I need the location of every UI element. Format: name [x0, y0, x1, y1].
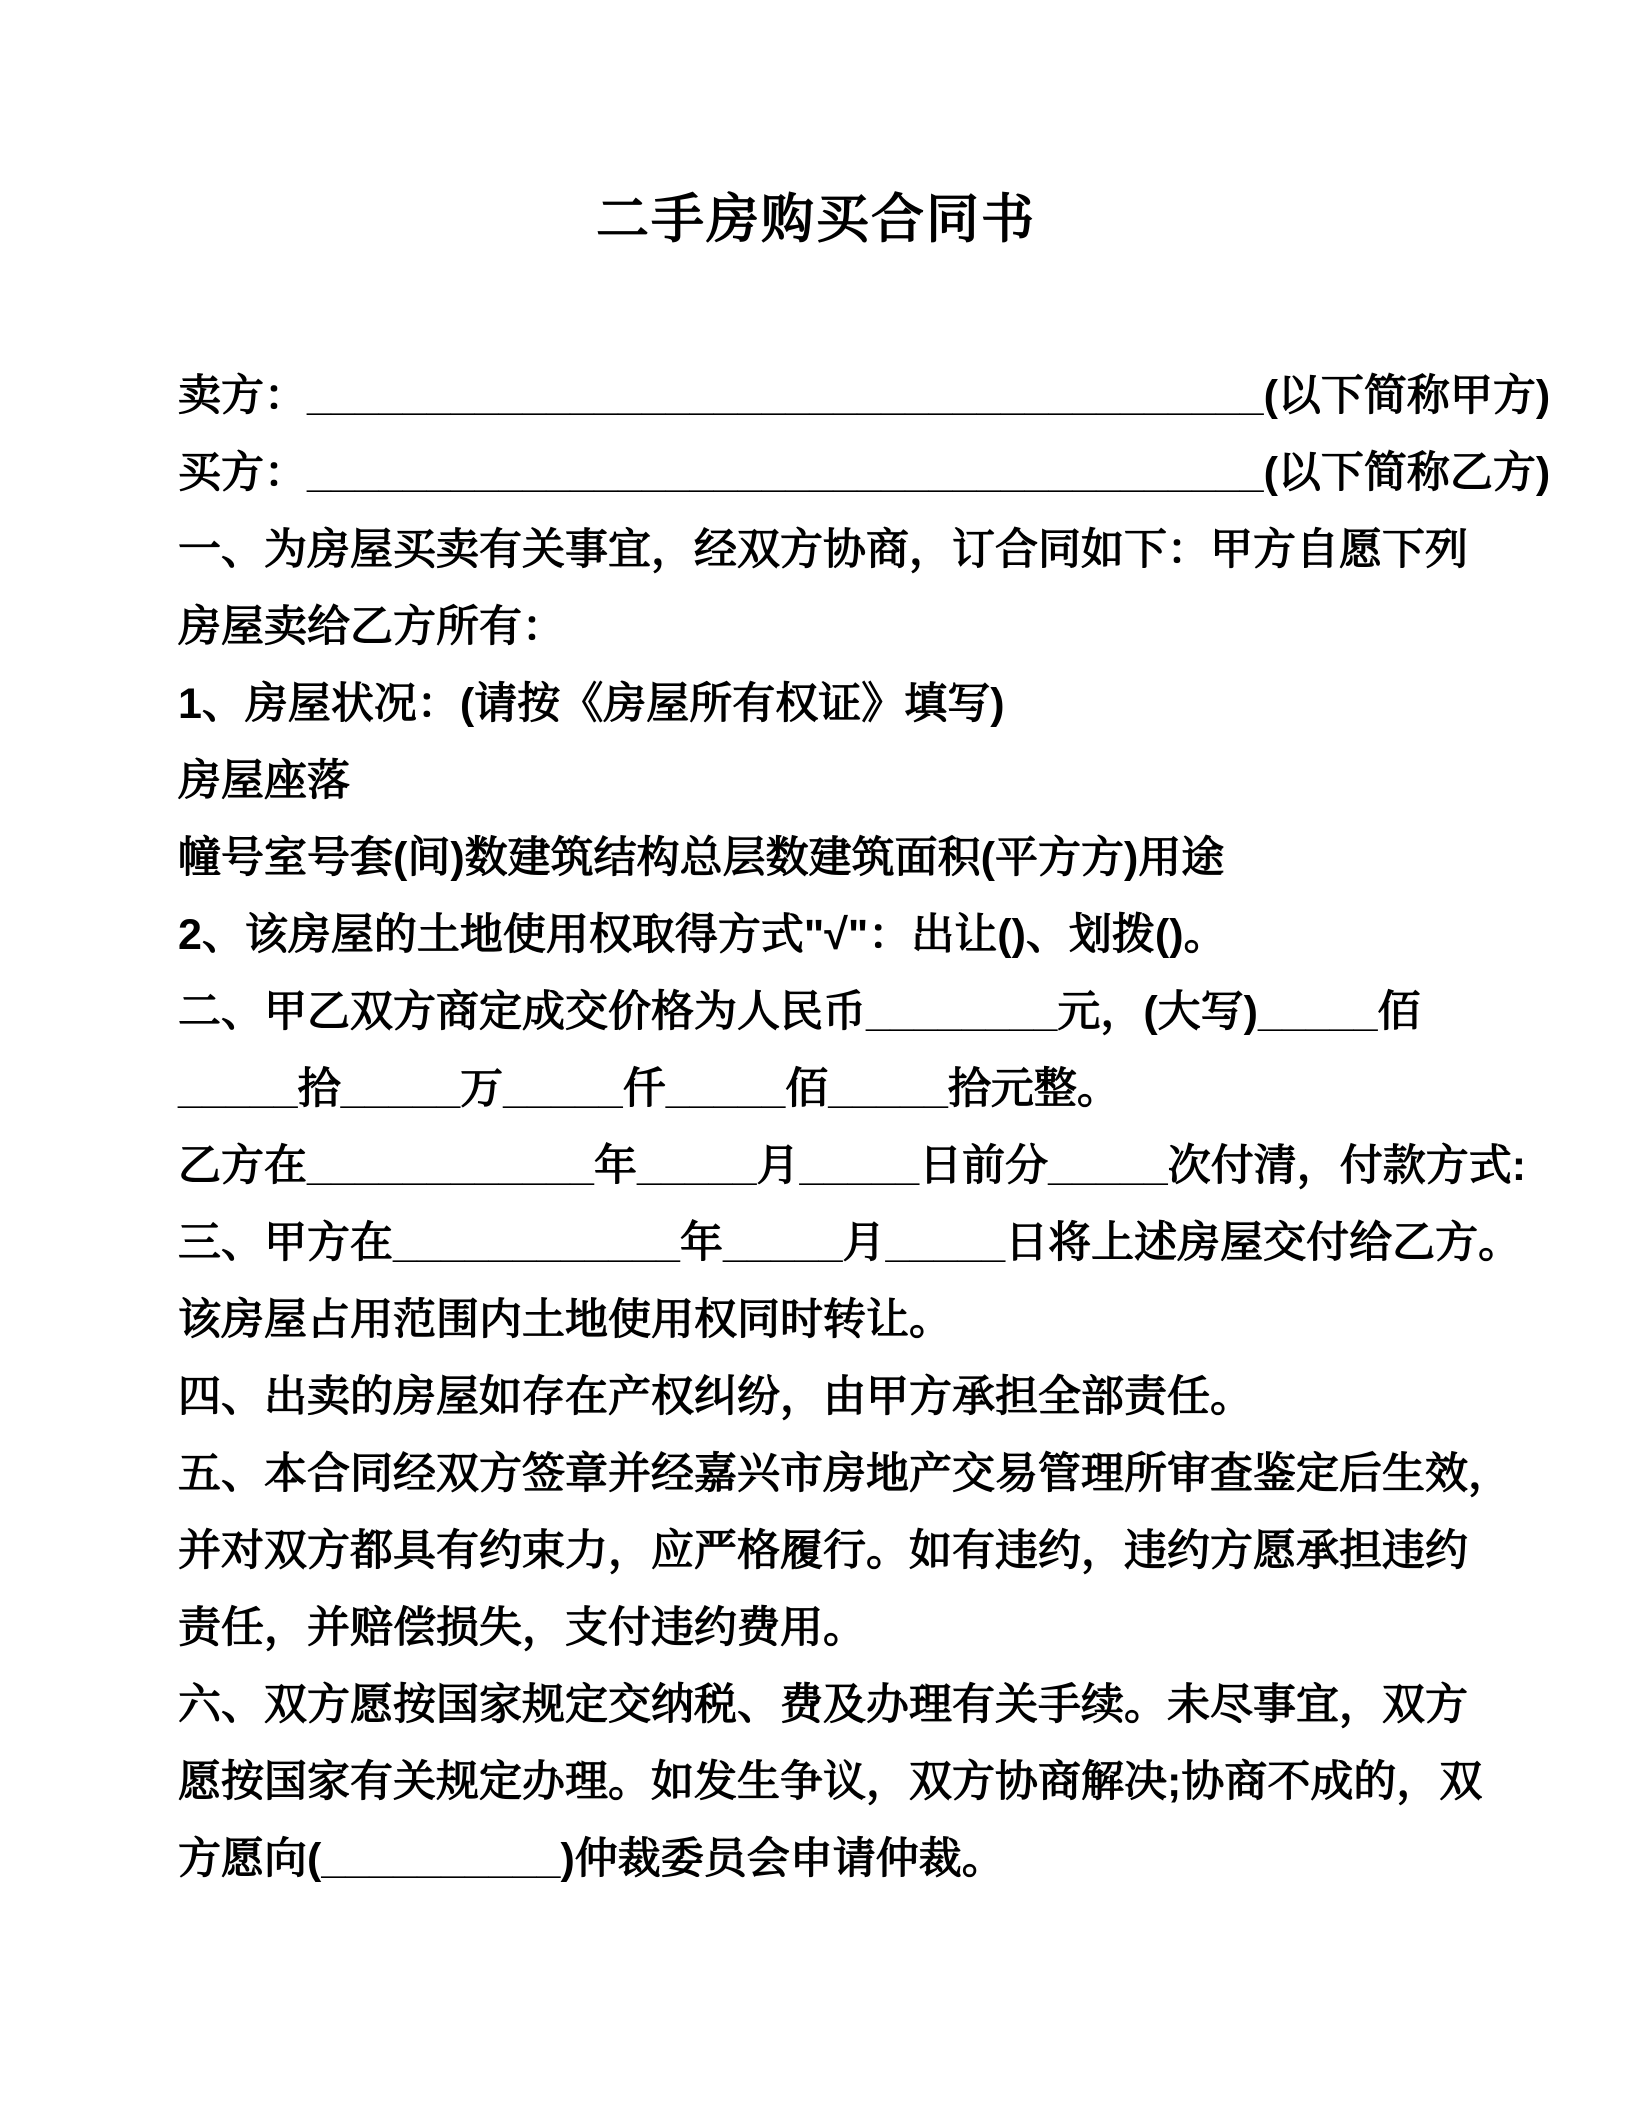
clause-2-line-2: _____拾_____万_____仟_____佰_____拾元整。 — [178, 1065, 1120, 1113]
clause-3-line-1: 三、甲方在____________年_____月_____日将上述房屋交付给乙方。 — [178, 1219, 1522, 1267]
house-location-line: 房屋座落 — [178, 757, 350, 805]
clause-6-line-3: 方愿向(__________)仲裁委员会申请仲裁。 — [178, 1835, 1005, 1883]
document-body — [178, 358, 1551, 1898]
clause-1-line-1: 一、为房屋买卖有关事宜，经双方协商，订合同如下：甲方自愿下列 — [178, 526, 1468, 574]
clause-6-line-1: 六、双方愿按国家规定交纳税、费及办理有关手续。未尽事宜，双方 — [178, 1681, 1468, 1729]
clause-6-line-2: 愿按国家有关规定办理。如发生争议，双方协商解决;协商不成的，双 — [178, 1758, 1483, 1806]
clause-1-line-2: 房屋卖给乙方所有： — [178, 603, 565, 651]
item-2-land-use-line: 2、该房屋的土地使用权取得方式"√"：出让()、划拨()。 — [178, 911, 1227, 959]
buyer-line: 买方：________________________________________(以下简称乙方) — [178, 449, 1551, 497]
clause-5-line-1: 五、本合同经双方签章并经嘉兴市房地产交易管理所审查鉴定后生效， — [178, 1450, 1511, 1498]
clause-5-line-2: 并对双方都具有约束力，应严格履行。如有违约，违约方愿承担违约 — [178, 1527, 1468, 1575]
seller-line: 卖方：________________________________________(以下简称甲方) — [178, 372, 1551, 420]
clause-3-line-2: 该房屋占用范围内土地使用权同时转让。 — [178, 1296, 952, 1344]
clause-4-line: 四、出卖的房屋如存在产权纠纷，由甲方承担全部责任。 — [178, 1373, 1253, 1421]
clause-5-line-3: 责任，并赔偿损失，支付违约费用。 — [178, 1604, 866, 1652]
clause-2-line-1: 二、甲乙双方商定成交价格为人民币________元，(大写)_____佰 — [178, 988, 1421, 1036]
item-1-house-status: 1、房屋状况：(请按《房屋所有权证》填写) — [178, 680, 1005, 728]
house-details-line: 幢号室号套(间)数建筑结构总层数建筑面积(平方方)用途 — [178, 834, 1225, 882]
document-title: 二手房购买合同书 — [596, 190, 1036, 249]
clause-2-line-3: 乙方在____________年_____月_____日前分_____次付清，付款方式: — [178, 1142, 1527, 1190]
